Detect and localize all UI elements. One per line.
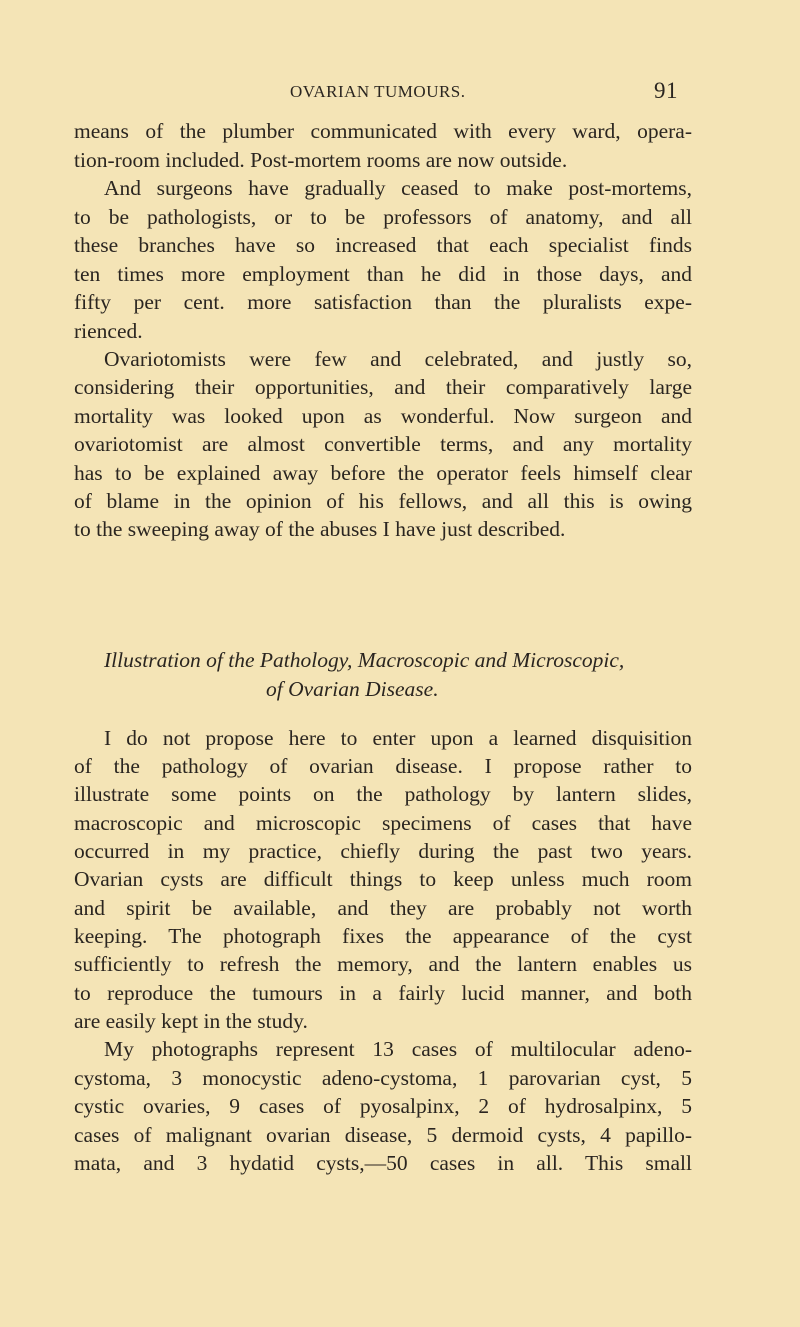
text-line: of blame in the opinion of his fellows, and all this is owing [74, 489, 692, 513]
page-number: 91 [654, 78, 678, 103]
text-line: ten times more employment than he did in those days, and [74, 262, 692, 286]
text-line: Ovariotomists were few and celebrated, and justly so, [104, 347, 692, 371]
text-line: illustrate some points on the pathology by lantern slides, [74, 782, 692, 806]
text-line: considering their opportunities, and their comparatively large [74, 375, 692, 399]
text-line: I do not propose here to enter upon a learned disquisition [104, 726, 692, 750]
section-heading-line: of Ovarian Disease. [266, 677, 439, 701]
text-line: macroscopic and microscopic specimens of cases that have [74, 811, 692, 835]
text-line: cystic ovaries, 9 cases of pyosalpinx, 2 of hydrosalpinx, 5 [74, 1094, 692, 1118]
text-line: to the sweeping away of the abuses I have just described. [74, 517, 566, 541]
section-heading-line: Illustration of the Pathology, Macroscopic and Microscopic, [104, 648, 625, 672]
text-line: And surgeons have gradually ceased to make post-mortems, [104, 176, 692, 200]
text-line: sufficiently to refresh the memory, and the lantern enables us [74, 952, 692, 976]
text-line: fifty per cent. more satisfaction than the pluralists expe- [74, 290, 692, 314]
text-line: has to be explained away before the operator feels himself clear [74, 461, 692, 485]
text-line: mortality was looked upon as wonderful. Now surgeon and [74, 404, 692, 428]
text-line: and spirit be available, and they are probably not worth [74, 896, 692, 920]
text-line: keeping. The photograph fixes the appearance of the cyst [74, 924, 692, 948]
text-line: rienced. [74, 319, 143, 343]
text-line: cases of malignant ovarian disease, 5 dermoid cysts, 4 papillo- [74, 1123, 692, 1147]
text-line: of the pathology of ovarian disease. I propose rather to [74, 754, 692, 778]
text-line: to reproduce the tumours in a fairly lucid manner, and both [74, 981, 692, 1005]
text-line: occurred in my practice, chiefly during the past two years. [74, 839, 692, 863]
text-line: tion-room included. Post-mortem rooms are now outside. [74, 148, 568, 172]
text-line: are easily kept in the study. [74, 1009, 308, 1033]
text-line: Ovarian cysts are difficult things to keep unless much room [74, 867, 692, 891]
text-line: mata, and 3 hydatid cysts,—50 cases in all. This small [74, 1151, 692, 1175]
text-line: ovariotomist are almost convertible terms, and any mortality [74, 432, 692, 456]
text-line: means of the plumber communicated with every ward, opera- [74, 119, 692, 143]
text-line: to be pathologists, or to be professors of anatomy, and all [74, 205, 692, 229]
text-line: cystoma, 3 monocystic adeno-cystoma, 1 parovarian cyst, 5 [74, 1066, 692, 1090]
running-title: OVARIAN TUMOURS. [290, 82, 466, 101]
text-line: My photographs represent 13 cases of multilocular adeno- [104, 1037, 692, 1061]
text-line: these branches have so increased that each specialist finds [74, 233, 692, 257]
